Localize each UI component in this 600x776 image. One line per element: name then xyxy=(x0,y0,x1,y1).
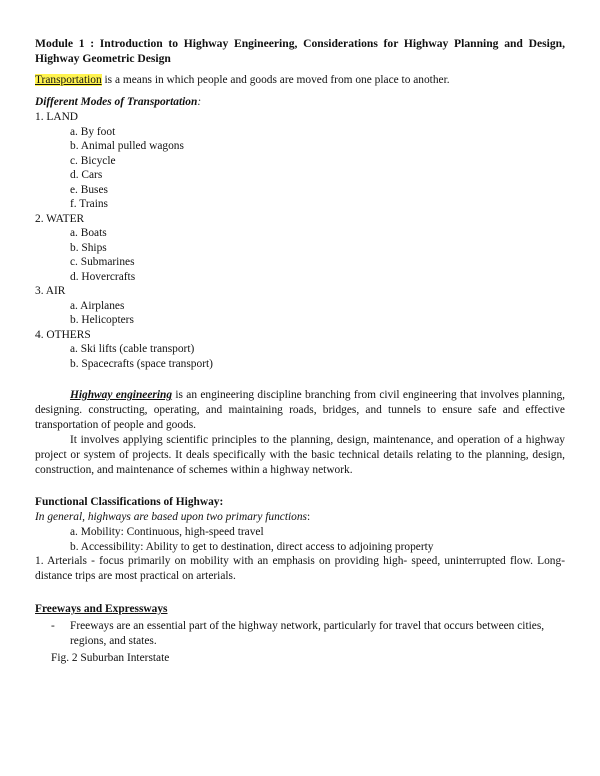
modes-heading: Different Modes of Transportation: xyxy=(35,96,202,108)
list-item: a. Airplanes xyxy=(70,299,125,312)
category-label: 3. AIR xyxy=(35,285,66,297)
highway-engineering-paragraph: Highway engineering is an engineering discipline branching from civil engineering that involves planning, designing. constructing, operating, and maintaining roads, bridges, and tunnels to ensure safe and effective transportation of people and goods. xyxy=(35,389,565,431)
category-label: 1. LAND xyxy=(35,111,79,123)
list-item: d. Hovercrafts xyxy=(70,270,136,283)
list-item: d. Cars xyxy=(70,169,103,181)
category-label: 4. OTHERS xyxy=(35,328,91,341)
list-item: a. Mobility: Continuous, high-speed travel xyxy=(70,526,264,538)
functional-heading: Functional Classifications of Highway: xyxy=(35,496,224,508)
list-item: b. Accessibility: Ability to get to destination, direct access to adjoining property xyxy=(70,540,434,553)
arterials-paragraph: 1. Arterials - focus primarily on mobility with an emphasis on providing high- speed, uninterrupted flow. Long-distance trips are most practical on arterials. xyxy=(35,555,565,582)
list-item: e. Buses xyxy=(70,183,108,196)
list-item: b. Spacecrafts (space transport) xyxy=(70,357,213,370)
list-item: a. Boats xyxy=(70,227,107,239)
list-item: b. Helicopters xyxy=(70,314,134,326)
list-item: a. By foot xyxy=(70,125,116,138)
functional-subheading: In general, highways are based upon two primary functions: xyxy=(35,511,311,523)
list-item: b. Animal pulled wagons xyxy=(70,140,184,152)
intro-text: is a means in which people and goods are moved from one place to another. xyxy=(101,74,450,86)
freeways-bullet-text: Freeways are an essential part of the highway network, particularly for travel that occurs between cities, regions, and states. xyxy=(70,620,545,647)
freeways-heading: Freeways and Expressways xyxy=(35,603,168,615)
list-item: c. Bicycle xyxy=(70,154,116,167)
transportation-term: Transportation xyxy=(35,74,102,86)
list-item: c. Submarines xyxy=(70,256,135,268)
highway-engineering-term: Highway engineering xyxy=(70,389,173,401)
freeways-bullet xyxy=(35,619,565,649)
list-item: f. Trains xyxy=(70,198,108,210)
dash-marker: - xyxy=(51,620,55,632)
intro-paragraph xyxy=(35,73,565,88)
modes-list xyxy=(35,110,565,371)
module-title: Module 1 : Introduction to Highway Engineering, Considerations for Highway Planning and Design, Highway Geometric Design xyxy=(35,37,565,65)
list-item: b. Ships xyxy=(70,241,107,254)
highway-principles-paragraph: It involves applying scientific principles to the planning, design, maintenance, and operation of a highway project or system of projects. It deals specifically with the basic technical details relating to the planning, design, construction, and maintenance of schemes within a highway network. xyxy=(35,434,565,476)
document-page xyxy=(35,36,565,666)
figure-caption: Fig. 2 Suburban Interstate xyxy=(51,652,170,664)
list-item: a. Ski lifts (cable transport) xyxy=(70,343,195,355)
category-label: 2. WATER xyxy=(35,212,85,225)
